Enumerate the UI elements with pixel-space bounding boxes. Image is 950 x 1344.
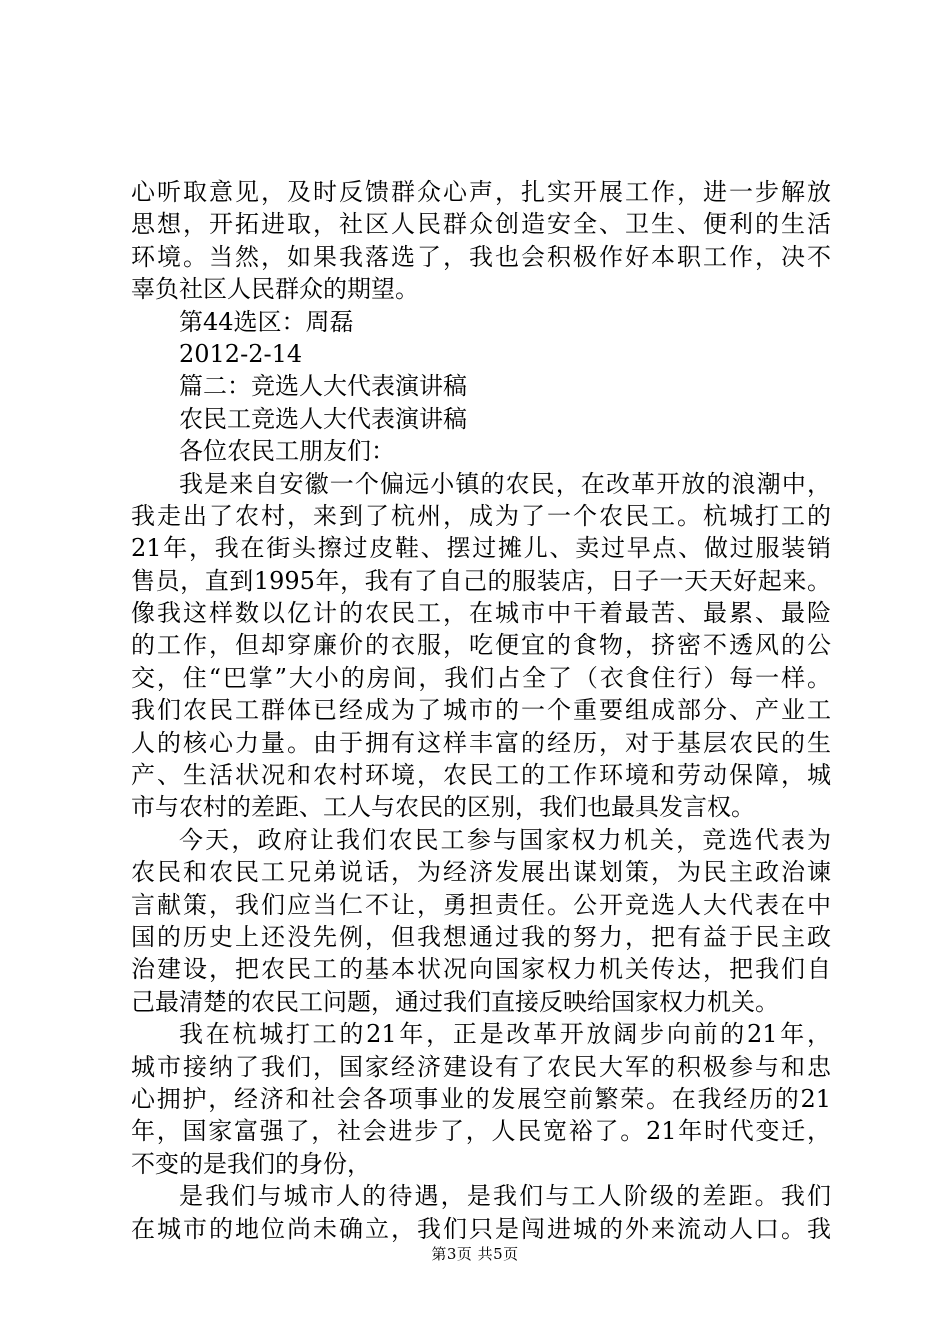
paragraph-start: 今天，政府让我们农民工参与国家权力机关，竞选代表为 [179, 825, 831, 854]
text-line: 不变的是我们的身份， [131, 1149, 371, 1178]
text-line: 治建设，把农民工的基本状况向国家权力机关传达，把我们自 [131, 955, 831, 984]
paragraph-start: 我在杭城打工的21年，正是改革开放阔步向前的21年， [179, 1020, 831, 1049]
signature-date: 2012-2-14 [179, 339, 303, 368]
text-line: 我走出了农村，来到了杭州，成为了一个农民工。杭城打工的 [131, 501, 831, 530]
text-line: 的工作，但却穿廉价的衣服，吃便宜的食物，挤密不透风的公 [131, 631, 831, 660]
text-line: 21年，我在街头擦过皮鞋、摆过摊儿、卖过早点、做过服装销 [131, 534, 831, 563]
text-line: 人的核心力量。由于拥有这样丰富的经历，对于基层农民的生 [131, 728, 831, 757]
document-body [131, 176, 831, 1245]
paragraph-start: 是我们与城市人的待遇，是我们与工人阶级的差距。我们 [179, 1182, 831, 1211]
text-line: 思想，开拓进取，社区人民群众创造安全、卫生、便利的生活 [131, 210, 831, 239]
text-line: 己最清楚的农民工问题，通过我们直接反映给国家权力机关。 [131, 987, 779, 1016]
page-number: 第3页 共5页 [431, 1245, 519, 1263]
text-line: 交，住“巴掌”大小的房间，我们占全了（衣食住行）每一样。 [131, 663, 831, 692]
text-line: 我们农民工群体已经成为了城市的一个重要组成部分、产业工 [131, 696, 831, 725]
salutation: 各位农民工朋友们： [179, 437, 395, 466]
text-line: 市与农村的差距、工人与农民的区别，我们也最具发言权。 [131, 793, 755, 822]
text-line: 辜负社区人民群众的期望。 [131, 275, 419, 304]
section-heading: 篇二：竞选人大代表演讲稿 [179, 372, 467, 401]
text-line: 农民和农民工兄弟说话，为经济发展出谋划策，为民主政治谏 [131, 858, 831, 887]
text-line: 言献策，我们应当仁不让，勇担责任。公开竞选人大代表在中 [131, 890, 831, 919]
text-line: 环境。当然，如果我落选了，我也会积极作好本职工作，决不 [131, 242, 831, 271]
text-line: 城市接纳了我们，国家经济建设有了农民大军的积极参与和忠 [131, 1052, 831, 1081]
text-line: 售员，直到1995年，我有了自己的服装店，日子一天天好起来。 [131, 566, 831, 595]
paragraph-start: 我是来自安徽一个偏远小镇的农民，在改革开放的浪潮中， [179, 469, 831, 498]
constituency-signature: 第44选区：周磊 [179, 307, 354, 336]
speech-title: 农民工竞选人大代表演讲稿 [179, 404, 467, 433]
text-line: 心拥护，经济和社会各项事业的发展空前繁荣。在我经历的21 [131, 1084, 831, 1113]
text-line: 在城市的地位尚未确立，我们只是闯进城的外来流动人口。我 [131, 1214, 831, 1243]
text-line: 产、生活状况和农村环境，农民工的工作环境和劳动保障，城 [131, 761, 831, 790]
text-line: 年，国家富强了，社会进步了，人民宽裕了。21年时代变迁， [131, 1117, 831, 1146]
text-line: 像我这样数以亿计的农民工，在城市中干着最苦、最累、最险 [131, 599, 831, 628]
text-line: 心听取意见，及时反馈群众心声，扎实开展工作，进一步解放 [131, 178, 831, 206]
text-line: 国的历史上还没先例，但我想通过我的努力，把有益于民主政 [131, 922, 831, 951]
